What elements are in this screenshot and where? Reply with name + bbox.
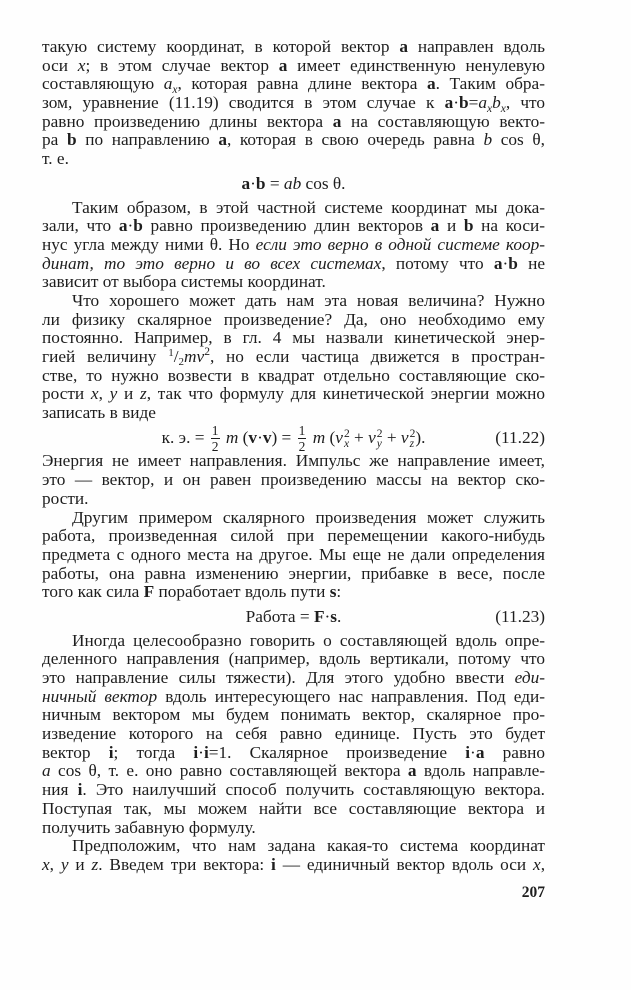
emphasis-text: ничный вектор [42,686,158,706]
vector-symbol: s [329,582,337,602]
math-variable: ab [283,173,302,193]
text-body [42,38,545,875]
vector-symbol: b [458,93,469,113]
math-variable: x [77,55,86,75]
text-line [42,856,545,875]
text-line [42,490,545,509]
text-run: , так что формулу для кинетической энергии можно [146,384,545,404]
text-line [42,837,545,856]
text-line [42,669,545,688]
text-line [42,706,545,725]
vector-symbol: a [241,173,251,193]
text-run: ра [42,130,67,150]
text-run: · [250,173,256,193]
text-run: работа, произведенная силой при перемещении какого-нибудь [42,526,545,546]
text-line [42,471,545,490]
text-run: ). [415,427,426,447]
text-line [42,348,545,367]
equation-number: (11.22) [495,427,545,447]
formula-body [246,607,342,626]
math-variable: a [163,74,173,94]
text-run: деленного направления (например, вдоль вертикали, потому что [42,649,545,669]
fraction-denominator: 2 [298,439,306,455]
text-run: гией величину [42,347,169,366]
vector-symbol: a [430,216,440,236]
text-run: Другим примером скалярного произведения может служить [72,507,545,527]
vector-symbol: a [444,93,454,113]
text-run: и [439,216,464,236]
math-variable: a [42,761,51,781]
text-run: , что [505,93,546,113]
text-line [42,762,545,781]
text-run: предмета с одного места на другое. Мы еще не дали определения [42,544,545,564]
text-run: . Введем три вектора: [98,854,272,874]
text-run: такую систему координат, в которой вектор [42,37,400,56]
math-variable: y [109,384,118,404]
fraction-denominator: 2 [211,439,219,455]
text-run: направлен вдоль [408,37,545,56]
math-variable: y [60,854,69,874]
text-line [42,311,545,330]
numbered-equation [42,423,545,453]
vector-symbol: a [493,253,503,273]
paragraph [42,199,545,292]
math-variable: z [91,854,99,874]
text-line [42,273,545,292]
text-run: имеет единственную ненулевую [287,55,546,75]
subscript: x [500,103,506,116]
text-run: зали, что [42,216,119,236]
text-run: равно [484,742,546,762]
math-variable: x [42,854,50,874]
text-run: . [337,606,342,626]
superscript: 2 [376,427,383,440]
text-line [42,725,545,744]
vector-symbol: a [218,130,227,150]
text-run: = [265,173,284,193]
vector-symbol: b [255,173,266,193]
text-run: вдоль интересующего нас направления. Под еди- [157,686,546,706]
text-run: / [173,347,179,366]
numbered-equation [42,602,545,632]
paragraph [42,38,545,169]
subscript: x [172,84,178,97]
text-run: это направление силы тяжести). Для этого удобно ввести [42,668,515,687]
text-run: к. э. = [161,427,209,447]
text-run: работы, она равна изменению энергии, прибавке в весе, после [42,563,545,583]
text-run: не [517,253,546,273]
vector-symbol: v [262,427,272,447]
text-run: , но если частица движется в простран- [209,347,546,366]
text-line [42,509,545,528]
text-run: ) = [271,427,296,447]
paragraph [42,632,545,838]
emphasis-text: еди- [514,668,545,687]
math-variable: b [492,93,501,113]
paragraph [42,452,545,508]
text-line [42,744,545,763]
text-line [42,57,545,76]
text-run: постоянно. Например, в гл. 4 мы назвали кинетической энер- [42,328,545,348]
vector-symbol: a [278,55,288,75]
text-run: , [98,384,110,404]
text-run: : [336,582,342,602]
paragraph [42,292,545,423]
vector-symbol: i [108,742,114,762]
text-run: Энергия не имеет направления. Импульс же направление имеет, [42,451,545,471]
text-run: по направлению [76,130,219,150]
math-variable: m [225,427,239,447]
text-run: + [382,427,401,447]
formula-body [242,174,346,193]
text-run: =1. Скалярное произведение [208,742,466,762]
text-line [42,404,545,423]
text-run: , [540,854,546,874]
text-line [42,199,545,218]
text-run: ; тогда [113,742,194,762]
text-run: cos θ. [301,173,346,193]
paragraph [42,509,545,602]
math-variable: v [368,427,376,447]
text-line [42,632,545,651]
subscript: y [376,437,382,450]
text-line [42,329,545,348]
text-line [42,546,545,565]
text-line [42,650,545,669]
fraction-numerator: 1 [211,423,219,439]
text-run: · [470,742,476,762]
text-run: равно произведению длины вектора [42,111,333,131]
text-run: · [127,216,134,236]
fraction [298,424,307,453]
paragraph [42,837,545,874]
text-line [42,236,545,255]
math-variable: a [478,93,487,113]
subscript: x [486,103,493,116]
text-line [42,131,545,150]
text-run: составляющую [42,74,164,94]
text-run: ( [238,427,249,447]
text-line [42,93,546,116]
text-line [42,452,545,471]
text-run: вдоль направле- [416,761,545,781]
emphasis-text: если это верно в одной системе коор- [255,234,545,254]
text-run: cos θ, [492,130,546,150]
vector-symbol: i [203,742,209,762]
text-run: равно произведению длин векторов [142,216,431,236]
text-run: + [349,427,369,447]
text-run: Таким образом, в этой частной системе координат мы дока- [72,197,545,217]
text-run: стве, то нужно возвести в квадрат отдельно составляющие ско- [42,365,545,385]
vector-symbol: a [407,761,417,781]
text-run: на составляющую векто- [341,111,545,131]
text-line [42,113,545,132]
vector-symbol: b [463,216,474,236]
text-run: записать в виде [42,403,156,423]
subscript: z [409,437,415,450]
superscript: 2 [343,427,350,440]
vector-symbol: a [118,216,128,236]
text-run: рости. [42,488,89,508]
text-run: , которая в свою очередь равна [226,130,484,150]
vector-symbol: b [133,216,143,236]
text-run: оси [42,55,78,75]
vector-symbol: i [271,854,276,874]
emphasis-text: динат, то это верно и во всех системах [42,253,382,273]
text-run: того как сила [42,582,144,602]
text-line [42,385,545,404]
text-run: и [68,854,92,874]
text-run: вектор [42,742,109,762]
text-line [42,367,545,386]
text-line [42,583,545,602]
text-run: . Это наилучший способ получить составляющую вектора. [82,780,545,800]
text-line [42,565,545,584]
text-line [42,255,545,274]
text-run: . Таким обра- [435,74,545,94]
math-variable: x [533,854,541,874]
vector-symbol: a [475,742,485,762]
equation-number: (11.23) [495,606,545,626]
vector-symbol: a [399,37,409,56]
text-run: изведение которого на себя равно единице. Пусть это будет [42,724,545,744]
vector-symbol: i [465,742,471,762]
text-run: зом, уравнение (11.19) сводится в этом случае к [42,93,445,113]
text-run: т. е. [42,149,69,169]
text-line [42,217,545,236]
vector-symbol: s [330,606,338,626]
text-line [42,527,545,546]
vector-symbol: a [426,74,436,94]
text-run: Предположим, что нам задана какая-то система координат [72,836,545,856]
text-run: = [468,93,479,113]
text-run: Поступая так, мы можем найти все составляющие вектора и [42,798,545,818]
superscript: 2 [204,346,210,358]
text-line [42,781,545,800]
text-line [42,292,545,311]
vector-symbol: F [143,582,155,602]
text-run: ничным вектором мы будем понимать вектор, скалярное про- [42,705,545,725]
text-run: · [324,606,331,626]
text-run: cos θ, т. е. оно равно составляющей вектора [50,761,408,781]
text-run: · [198,742,204,762]
math-variable: m [312,427,326,447]
text-run: , потому что [381,253,494,273]
page-number: 207 [521,884,545,901]
vector-symbol: F [313,606,325,626]
math-variable: v [400,427,409,447]
text-run: · [453,93,459,113]
vector-symbol: a [332,111,342,131]
text-line [42,819,545,838]
text-run: зависит от выбора системы координат. [42,272,326,292]
math-variable: x [90,384,99,404]
text-run: · [257,427,263,447]
text-run: ( [325,427,336,447]
superscript: 2 [409,427,416,440]
math-variable: mv [184,347,205,366]
superscript: 1 [168,347,174,359]
text-run: ли физику скалярное произведение? Да, оно необходимо ему [42,309,545,329]
text-line [42,688,545,707]
subscript: x [343,437,350,450]
text-run: Иногда целесообразно говорить о составляющей вдоль опре- [72,630,545,650]
text-run: и [117,384,140,404]
vector-symbol: b [66,130,77,150]
text-run: нус угла между ними θ. Но [42,234,256,254]
text-run: на коси- [473,216,545,236]
fraction [211,424,220,453]
text-run: ния [42,780,78,800]
text-line [42,74,545,97]
text-line [42,800,545,819]
text-run: , которая равна длине вектора [177,74,427,94]
text-run: — единичный вектор вдоль оси [275,854,534,874]
text-line [42,38,545,57]
text-run: Что хорошего может дать нам эта новая величина? Нужно [72,290,545,310]
math-variable: b [483,130,493,150]
vector-symbol: v [248,427,258,447]
fraction-numerator: 1 [298,423,306,439]
text-run: Работа = [245,606,314,626]
text-run: поработает вдоль пути [154,582,330,602]
text-run: · [502,253,509,273]
text-run: получить забавную формулу. [42,817,256,837]
text-line [42,150,545,169]
text-run: , [49,854,61,874]
display-formula [42,169,545,199]
vector-symbol: b [508,253,518,273]
vector-symbol: i [193,742,199,762]
text-run: рости [42,384,91,404]
formula-body [161,423,426,455]
subscript: 2 [178,356,185,368]
text-run: это — вектор, и он равен произведению массы на вектор ско- [42,470,545,490]
math-variable: v [335,427,343,447]
math-variable: z [139,384,147,404]
vector-symbol: i [77,780,83,800]
text-run: ; в этом случае вектор [85,55,279,75]
